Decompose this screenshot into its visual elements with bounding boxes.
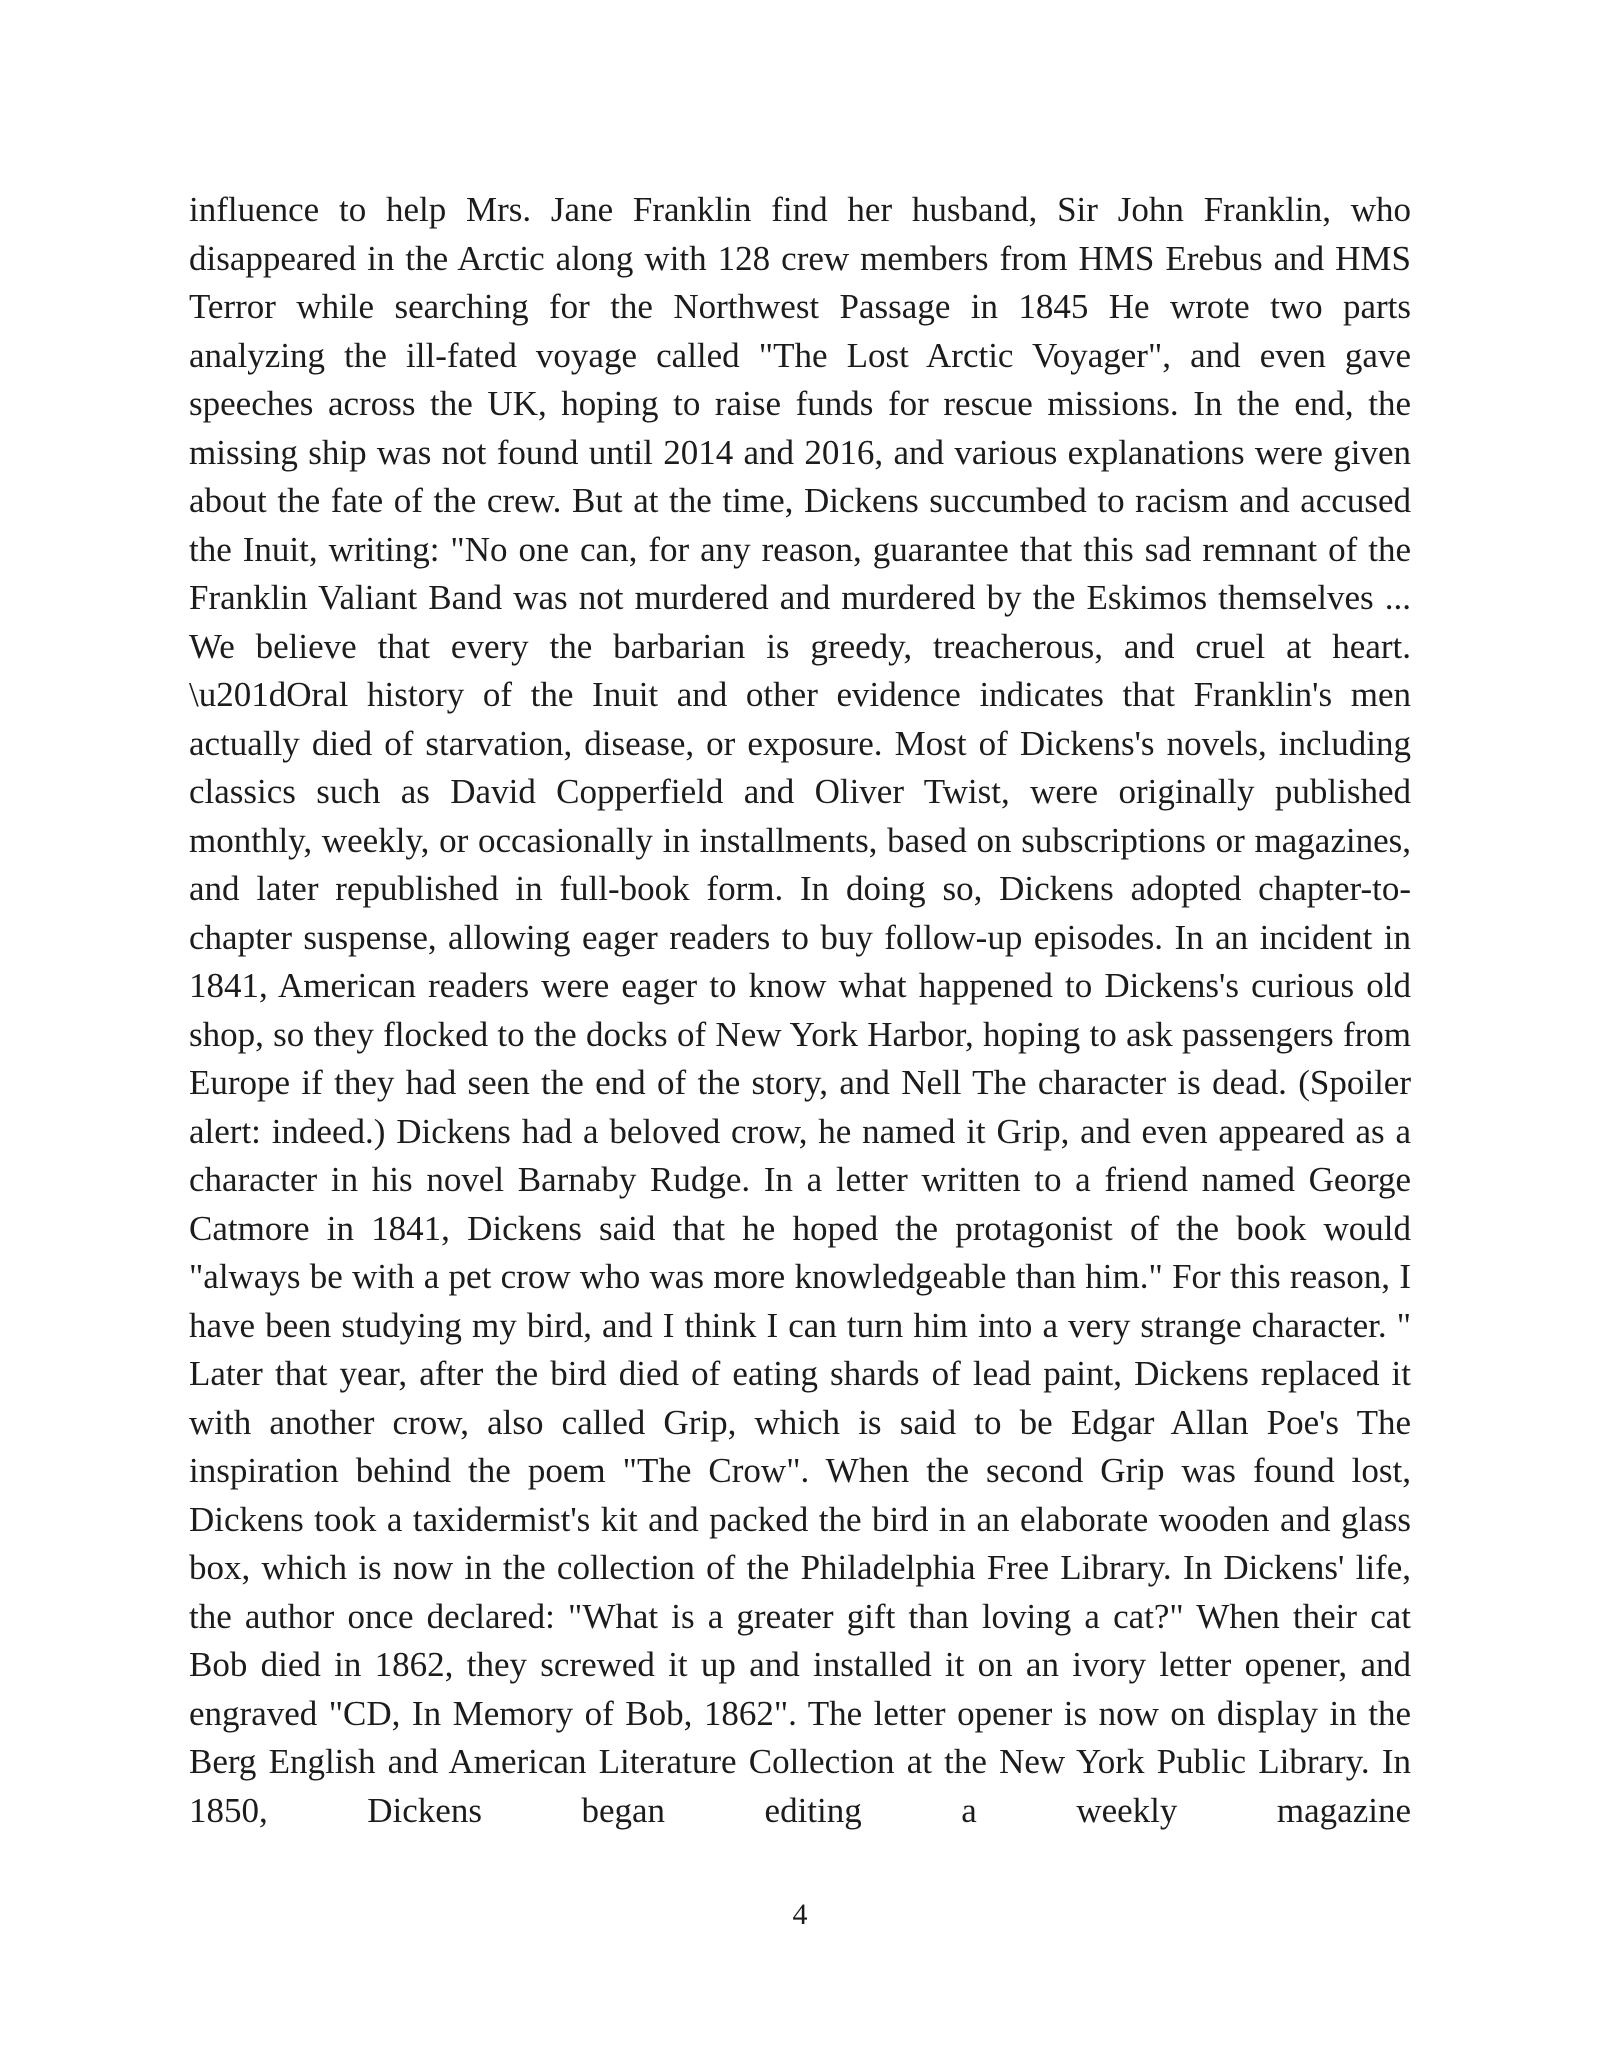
page-number: 4 xyxy=(792,1898,808,1931)
body-paragraph: influence to help Mrs. Jane Franklin find her husband, Sir John Franklin, who disappeared in the Arctic along with 128 crew members from HMS Erebus and HMS Terror while searching for the Northwest Passage in 1845 He wrote two parts analyzing the ill-fated voyage called "The Lost Arctic Voyager", and even gave speeches across the UK, hoping to raise funds for rescue missions. In the end, the missing ship was not found until 2014 and 2016, and various explanations were given about the fate of the crew. But at the time, Dickens succumbed to racism and accused the Inuit, writing: "No one can, for any reason, guarantee that this sad remnant of the Franklin Valiant Band was not murdered and murdered by the Eskimos themselves ... We believe that every the barbarian is greedy, treacherous, and cruel at heart. \u201dOral history of the Inuit and other evidence indicates that Franklin's men actually died of starvation, disease, or exposure. Most of Dickens's novels, including classics such as David Copperfield and Oliver Twist, were originally published monthly, weekly, or occasionally in installments, based on subscriptions or magazines, and later republished in full-book form. In doing so, Dickens adopted chapter-to-chapter suspense, allowing eager readers to buy follow-up episodes. In an incident in 1841, American readers were eager to know what happened to Dickens's curious old shop, so they flocked to the docks of New York Harbor, hoping to ask passengers from Europe if they had seen the end of the story, and Nell The character is dead. (Spoiler alert: indeed.) Dickens had a beloved crow, he named it Grip, and even appeared as a character in his novel Barnaby Rudge. In a letter written to a friend named George Catmore in 1841, Dickens said that he hoped the protagonist of the book would "always be with a pet crow who was more knowledgeable than him." For this reason, I have been studying my bird, and I think I can turn him into a very strange character. " Later that year, after the bird died of eating shards of lead paint, Dickens replaced it with another crow, also called Grip, which is said to be Edgar Allan Poe's The inspiration behind the poem "The Crow". When the second Grip was found lost, Dickens took a taxidermist's kit and packed the bird in an elaborate wooden and glass box, which is now in the collection of the Philadelphia Free Library. In Dickens' life, the author once declared: "What is a greater gift than loving a cat?" When their cat Bob died in 1862, they screwed it up and installed it on an ivory letter opener, and engraved "CD, In Memory of Bob, 1862". The letter opener is now on display in the Berg English and American Literature Collection at the New York Public Library. In 1850, Dickens began editing a weekly magazine xyxy=(189,190,1411,1830)
